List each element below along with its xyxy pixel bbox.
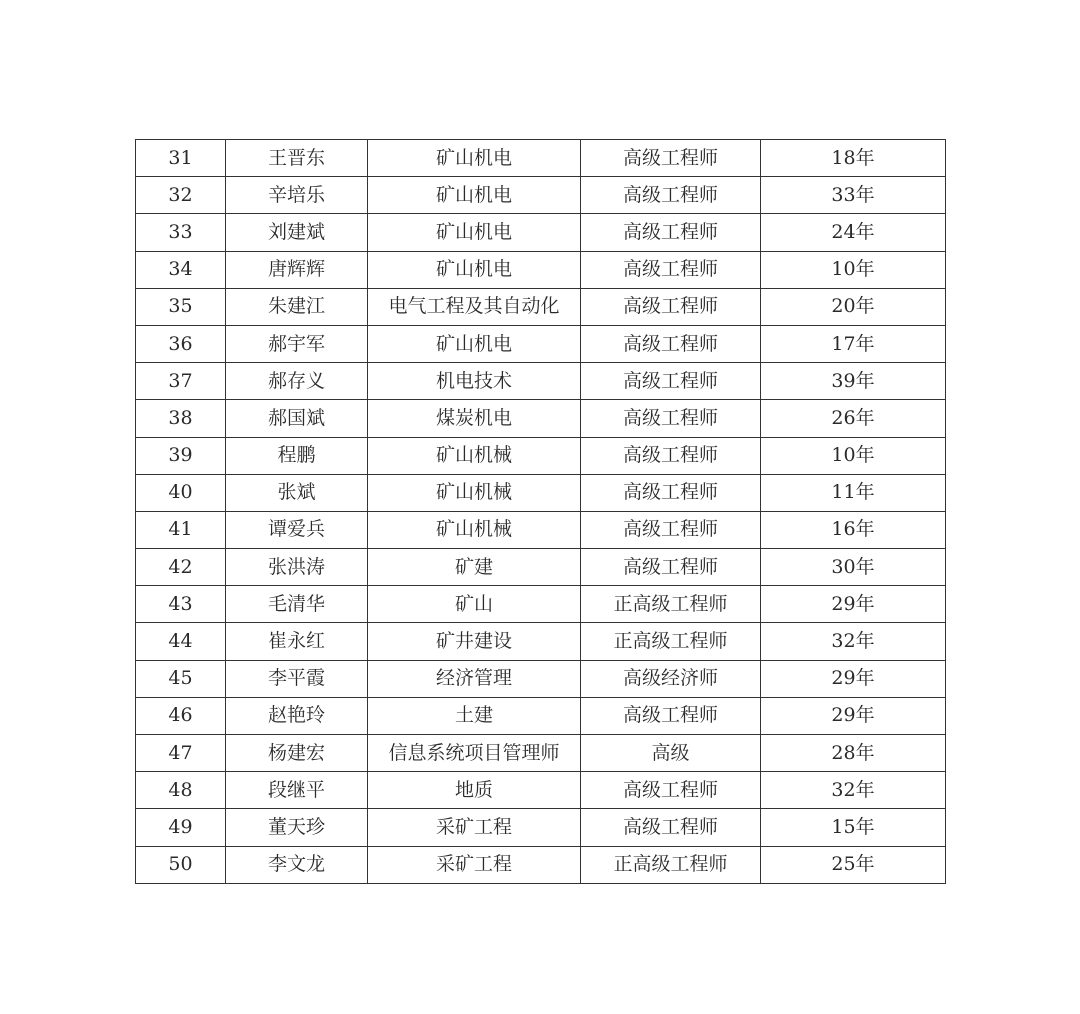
major-cell: 地质 [368,772,581,809]
name-cell: 董天珍 [226,809,368,846]
major-cell: 电气工程及其自动化 [368,288,581,325]
major-cell: 矿山机械 [368,511,581,548]
years-cell: 11年 [761,474,946,511]
years-cell: 26年 [761,400,946,437]
name-cell: 刘建斌 [226,214,368,251]
table-row [136,214,946,251]
title-cell: 高级工程师 [581,325,761,362]
major-cell: 机电技术 [368,363,581,400]
title-cell: 高级工程师 [581,251,761,288]
title-cell: 正高级工程师 [581,623,761,660]
table-row [136,177,946,214]
title-cell: 高级工程师 [581,214,761,251]
table-row [136,511,946,548]
years-cell: 32年 [761,623,946,660]
years-cell: 15年 [761,809,946,846]
years-cell: 24年 [761,214,946,251]
title-cell: 正高级工程师 [581,846,761,883]
major-cell: 煤炭机电 [368,400,581,437]
title-cell: 高级工程师 [581,400,761,437]
name-cell: 李平霞 [226,660,368,697]
title-cell: 正高级工程师 [581,586,761,623]
table-row [136,474,946,511]
row-number-cell: 48 [136,772,226,809]
years-cell: 18年 [761,140,946,177]
name-cell: 朱建江 [226,288,368,325]
title-cell: 高级经济师 [581,660,761,697]
title-cell: 高级工程师 [581,437,761,474]
table-row [136,735,946,772]
major-cell: 土建 [368,697,581,734]
row-number-cell: 43 [136,586,226,623]
table-row [136,660,946,697]
title-cell: 高级工程师 [581,697,761,734]
name-cell: 李文龙 [226,846,368,883]
row-number-cell: 34 [136,251,226,288]
table-row [136,586,946,623]
major-cell: 矿山机电 [368,177,581,214]
name-cell: 郝宇军 [226,325,368,362]
years-cell: 10年 [761,437,946,474]
row-number-cell: 44 [136,623,226,660]
years-cell: 29年 [761,697,946,734]
row-number-cell: 41 [136,511,226,548]
major-cell: 矿山机械 [368,437,581,474]
row-number-cell: 46 [136,697,226,734]
major-cell: 矿山机电 [368,325,581,362]
years-cell: 29年 [761,660,946,697]
years-cell: 28年 [761,735,946,772]
row-number-cell: 47 [136,735,226,772]
major-cell: 矿山机电 [368,214,581,251]
row-number-cell: 39 [136,437,226,474]
years-cell: 29年 [761,586,946,623]
title-cell: 高级工程师 [581,511,761,548]
name-cell: 王晋东 [226,140,368,177]
name-cell: 段继平 [226,772,368,809]
row-number-cell: 33 [136,214,226,251]
years-cell: 33年 [761,177,946,214]
row-number-cell: 50 [136,846,226,883]
major-cell: 信息系统项目管理师 [368,735,581,772]
major-cell: 矿山机电 [368,251,581,288]
table-row [136,325,946,362]
table-row [136,846,946,883]
table-row [136,140,946,177]
years-cell: 17年 [761,325,946,362]
title-cell: 高级工程师 [581,809,761,846]
row-number-cell: 40 [136,474,226,511]
major-cell: 矿山机械 [368,474,581,511]
row-number-cell: 31 [136,140,226,177]
title-cell: 高级工程师 [581,140,761,177]
title-cell: 高级工程师 [581,288,761,325]
title-cell: 高级工程师 [581,474,761,511]
name-cell: 杨建宏 [226,735,368,772]
table-row [136,697,946,734]
major-cell: 采矿工程 [368,846,581,883]
major-cell: 矿建 [368,549,581,586]
row-number-cell: 32 [136,177,226,214]
table-row [136,809,946,846]
major-cell: 矿井建设 [368,623,581,660]
years-cell: 39年 [761,363,946,400]
title-cell: 高级工程师 [581,772,761,809]
row-number-cell: 45 [136,660,226,697]
name-cell: 唐辉辉 [226,251,368,288]
name-cell: 崔永红 [226,623,368,660]
major-cell: 矿山 [368,586,581,623]
row-number-cell: 35 [136,288,226,325]
years-cell: 16年 [761,511,946,548]
name-cell: 程鹏 [226,437,368,474]
years-cell: 32年 [761,772,946,809]
title-cell: 高级工程师 [581,549,761,586]
table-row [136,288,946,325]
name-cell: 郝存义 [226,363,368,400]
table-row [136,251,946,288]
table-row [136,363,946,400]
major-cell: 矿山机电 [368,140,581,177]
title-cell: 高级 [581,735,761,772]
years-cell: 30年 [761,549,946,586]
row-number-cell: 37 [136,363,226,400]
table-row [136,623,946,660]
years-cell: 25年 [761,846,946,883]
name-cell: 赵艳玲 [226,697,368,734]
table-row [136,549,946,586]
table-row [136,437,946,474]
years-cell: 10年 [761,251,946,288]
title-cell: 高级工程师 [581,363,761,400]
name-cell: 张斌 [226,474,368,511]
staff-table-body [136,140,946,884]
row-number-cell: 49 [136,809,226,846]
table-row [136,400,946,437]
name-cell: 毛清华 [226,586,368,623]
name-cell: 辛培乐 [226,177,368,214]
name-cell: 郝国斌 [226,400,368,437]
name-cell: 谭爱兵 [226,511,368,548]
major-cell: 采矿工程 [368,809,581,846]
name-cell: 张洪涛 [226,549,368,586]
row-number-cell: 38 [136,400,226,437]
major-cell: 经济管理 [368,660,581,697]
title-cell: 高级工程师 [581,177,761,214]
years-cell: 20年 [761,288,946,325]
row-number-cell: 36 [136,325,226,362]
staff-table [135,139,946,884]
row-number-cell: 42 [136,549,226,586]
table-row [136,772,946,809]
document-page [135,139,945,884]
